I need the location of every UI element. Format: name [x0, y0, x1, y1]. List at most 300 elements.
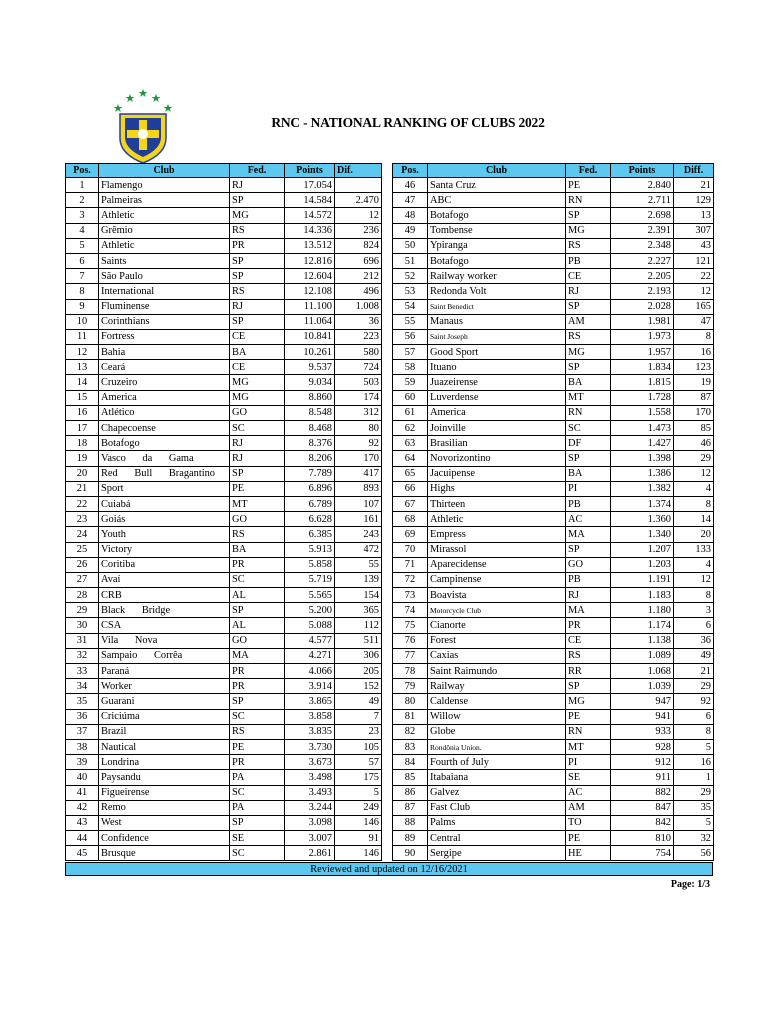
cell-fed: TO [566, 815, 611, 830]
table-row [66, 603, 382, 618]
cell-club: Atlético [99, 405, 230, 420]
table-row [66, 451, 382, 466]
cell-dif: 21 [674, 664, 714, 679]
cell-pos: 53 [393, 284, 428, 299]
cell-points: 1.427 [611, 436, 674, 451]
cell-dif: 696 [335, 253, 382, 268]
cell-pos: 87 [393, 800, 428, 815]
cell-pos: 66 [393, 481, 428, 496]
cell-points: 1.207 [611, 542, 674, 557]
cell-fed: SP [566, 679, 611, 694]
cell-fed: AL [230, 618, 285, 633]
cell-fed: SP [230, 253, 285, 268]
table-row [393, 193, 714, 208]
cell-dif: 49 [674, 648, 714, 663]
cell-points: 1.360 [611, 512, 674, 527]
col-header-pos: Pos. [66, 164, 99, 178]
cell-pos: 14 [66, 375, 99, 390]
cell-dif: 170 [674, 405, 714, 420]
cell-dif: 107 [335, 496, 382, 511]
cell-dif: 7 [335, 709, 382, 724]
cell-fed: PI [566, 481, 611, 496]
cell-points: 14.572 [285, 208, 335, 223]
cell-club: Athletic [99, 208, 230, 223]
cell-points: 3.835 [285, 724, 335, 739]
cell-fed: BA [230, 345, 285, 360]
cell-dif: 893 [335, 481, 382, 496]
cell-pos: 3 [66, 208, 99, 223]
cell-dif: 92 [335, 436, 382, 451]
star-icon [126, 94, 135, 102]
cell-dif: 80 [335, 421, 382, 436]
cell-dif: 417 [335, 466, 382, 481]
cell-club: CSA [99, 618, 230, 633]
table-row [66, 421, 382, 436]
cell-dif: 19 [674, 375, 714, 390]
cell-fed: PB [566, 253, 611, 268]
cell-dif: 307 [674, 223, 714, 238]
cell-fed: MG [230, 375, 285, 390]
cell-pos: 71 [393, 557, 428, 572]
cell-points: 12.604 [285, 269, 335, 284]
table-row [393, 633, 714, 648]
cell-pos: 69 [393, 527, 428, 542]
cell-club: Globe [428, 724, 566, 739]
cell-dif: 146 [335, 815, 382, 830]
cell-points: 1.180 [611, 603, 674, 618]
cell-pos: 77 [393, 648, 428, 663]
cell-points: 2.193 [611, 284, 674, 299]
cell-pos: 22 [66, 496, 99, 511]
cell-fed: RN [566, 193, 611, 208]
cell-club: Cruzeiro [99, 375, 230, 390]
cell-fed: RS [230, 527, 285, 542]
cell-fed: RS [566, 648, 611, 663]
cell-pos: 12 [66, 345, 99, 360]
cell-club: Paraná [99, 664, 230, 679]
cell-pos: 70 [393, 542, 428, 557]
cell-dif: 35 [674, 800, 714, 815]
cell-fed: BA [230, 542, 285, 557]
cell-pos: 56 [393, 329, 428, 344]
cell-fed: HE [566, 846, 611, 861]
cell-points: 5.719 [285, 572, 335, 587]
cell-pos: 36 [66, 709, 99, 724]
cell-fed: SP [230, 314, 285, 329]
table-row [66, 345, 382, 360]
cell-club: Caldense [428, 694, 566, 709]
cell-points: 1.386 [611, 466, 674, 481]
cell-points: 10.261 [285, 345, 335, 360]
cell-fed: SC [230, 572, 285, 587]
cell-dif: 57 [335, 755, 382, 770]
cell-dif: 87 [674, 390, 714, 405]
cell-club: Santa Cruz [428, 178, 566, 193]
cell-club: America [99, 390, 230, 405]
cell-fed: SC [230, 846, 285, 861]
table-row [393, 223, 714, 238]
table-row [66, 496, 382, 511]
table-row [393, 390, 714, 405]
cell-points: 1.558 [611, 405, 674, 420]
cell-points: 3.730 [285, 739, 335, 754]
cell-club: Cianorte [428, 618, 566, 633]
cell-pos: 88 [393, 815, 428, 830]
cell-dif: 2.470 [335, 193, 382, 208]
cell-dif: 20 [674, 527, 714, 542]
table-row [393, 785, 714, 800]
cell-fed: PR [230, 557, 285, 572]
cell-dif: 6 [674, 618, 714, 633]
cell-club: Goiás [99, 512, 230, 527]
cell-club: Fluminense [99, 299, 230, 314]
cell-club: Botafogo [99, 436, 230, 451]
cell-fed: SE [230, 831, 285, 846]
cell-dif: 152 [335, 679, 382, 694]
cell-fed: MT [230, 496, 285, 511]
table-row [393, 329, 714, 344]
cell-fed: MG [566, 345, 611, 360]
cell-dif: 22 [674, 269, 714, 284]
cell-fed: SP [566, 299, 611, 314]
cell-fed: MT [566, 390, 611, 405]
cell-pos: 62 [393, 421, 428, 436]
cell-points: 1.138 [611, 633, 674, 648]
cell-fed: PA [230, 770, 285, 785]
cell-fed: SP [230, 603, 285, 618]
cell-pos: 9 [66, 299, 99, 314]
cell-club: Itabaiana [428, 770, 566, 785]
table-row [393, 648, 714, 663]
cell-pos: 73 [393, 588, 428, 603]
cell-fed: PI [566, 755, 611, 770]
cell-pos: 16 [66, 405, 99, 420]
cell-club: Criciúma [99, 709, 230, 724]
col-header-points: Points [611, 164, 674, 178]
cell-pos: 65 [393, 466, 428, 481]
cell-pos: 51 [393, 253, 428, 268]
table-row [66, 405, 382, 420]
cell-fed: GO [230, 512, 285, 527]
cell-fed: BA [566, 466, 611, 481]
cell-points: 911 [611, 770, 674, 785]
cell-fed: SC [230, 785, 285, 800]
stars [114, 89, 173, 112]
cell-points: 6.789 [285, 496, 335, 511]
table-row [393, 269, 714, 284]
cell-dif: 365 [335, 603, 382, 618]
star-icon [139, 89, 148, 97]
cell-dif [335, 178, 382, 193]
cell-fed: SC [230, 709, 285, 724]
cell-points: 14.584 [285, 193, 335, 208]
cell-club: Botafogo [428, 208, 566, 223]
cell-dif: 824 [335, 238, 382, 253]
table-row [393, 679, 714, 694]
cell-pos: 83 [393, 739, 428, 754]
table-row [393, 815, 714, 830]
cell-fed: MG [230, 390, 285, 405]
cell-club: Thirteen [428, 496, 566, 511]
cell-pos: 5 [66, 238, 99, 253]
cell-dif: 3 [674, 603, 714, 618]
cell-club: Brazil [99, 724, 230, 739]
cell-dif: 170 [335, 451, 382, 466]
table-row [66, 724, 382, 739]
cell-points: 947 [611, 694, 674, 709]
cell-club: Sport [99, 481, 230, 496]
cell-fed: AC [566, 785, 611, 800]
cell-club: Brusque [99, 846, 230, 861]
col-header-club: Club [428, 164, 566, 178]
cell-club: CRB [99, 588, 230, 603]
cell-fed: SP [230, 815, 285, 830]
cell-points: 933 [611, 724, 674, 739]
cell-dif: 8 [674, 588, 714, 603]
table-row [66, 785, 382, 800]
cell-club: Rondônia Union. [428, 739, 566, 754]
cell-dif: 161 [335, 512, 382, 527]
table-row [66, 831, 382, 846]
table-row [393, 178, 714, 193]
cell-pos: 72 [393, 572, 428, 587]
cell-club: Redonda Volt [428, 284, 566, 299]
cell-club: Athletic [99, 238, 230, 253]
table-row [393, 436, 714, 451]
cell-pos: 63 [393, 436, 428, 451]
cell-pos: 18 [66, 436, 99, 451]
table-row [66, 557, 382, 572]
cell-pos: 8 [66, 284, 99, 299]
table-row [66, 755, 382, 770]
cell-fed: RJ [230, 436, 285, 451]
cell-points: 2.348 [611, 238, 674, 253]
cell-fed: PE [566, 709, 611, 724]
cell-dif: 43 [674, 238, 714, 253]
cell-points: 5.565 [285, 588, 335, 603]
cell-dif: 496 [335, 284, 382, 299]
cell-points: 3.914 [285, 679, 335, 694]
cell-points: 2.861 [285, 846, 335, 861]
cell-dif: 243 [335, 527, 382, 542]
cell-points: 754 [611, 846, 674, 861]
cell-points: 3.673 [285, 755, 335, 770]
cell-pos: 35 [66, 694, 99, 709]
cell-pos: 60 [393, 390, 428, 405]
cell-points: 2.840 [611, 178, 674, 193]
cell-dif: 36 [335, 314, 382, 329]
cell-points: 3.244 [285, 800, 335, 815]
cell-pos: 47 [393, 193, 428, 208]
cell-dif: 133 [674, 542, 714, 557]
cell-dif: 8 [674, 329, 714, 344]
cell-points: 2.227 [611, 253, 674, 268]
cell-points: 4.271 [285, 648, 335, 663]
table-row [393, 208, 714, 223]
cell-dif: 139 [335, 572, 382, 587]
cell-fed: MA [566, 603, 611, 618]
star-icon [164, 104, 173, 112]
cell-points: 8.548 [285, 405, 335, 420]
table-row [66, 269, 382, 284]
cell-club: Cuiabá [99, 496, 230, 511]
cell-points: 12.108 [285, 284, 335, 299]
cell-dif: 174 [335, 390, 382, 405]
cell-club: Vila Nova [99, 633, 230, 648]
table-row [393, 739, 714, 754]
cell-club: Coritiba [99, 557, 230, 572]
cell-dif: 8 [674, 496, 714, 511]
col-header-dif: Dif. [335, 164, 382, 178]
cell-fed: PR [230, 664, 285, 679]
cell-club: Saints [99, 253, 230, 268]
cell-club: Central [428, 831, 566, 846]
cell-pos: 86 [393, 785, 428, 800]
cell-club: Palms [428, 815, 566, 830]
cell-fed: SP [230, 193, 285, 208]
table-row [393, 314, 714, 329]
cell-club: Ituano [428, 360, 566, 375]
cell-fed: RJ [566, 284, 611, 299]
table-row [66, 481, 382, 496]
ranking-table-left [65, 163, 382, 861]
cell-pos: 55 [393, 314, 428, 329]
cell-points: 12.816 [285, 253, 335, 268]
cell-pos: 42 [66, 800, 99, 815]
cell-dif: 175 [335, 770, 382, 785]
cell-pos: 50 [393, 238, 428, 253]
cell-dif: 29 [674, 451, 714, 466]
cell-points: 5.858 [285, 557, 335, 572]
cell-pos: 40 [66, 770, 99, 785]
cell-dif: 223 [335, 329, 382, 344]
table-row [393, 527, 714, 542]
cell-club: Motorcycle Club [428, 603, 566, 618]
cell-club: Sampaio Corrêa [99, 648, 230, 663]
cell-pos: 25 [66, 542, 99, 557]
table-row [393, 603, 714, 618]
cell-points: 1.068 [611, 664, 674, 679]
cell-fed: AM [566, 314, 611, 329]
cell-dif: 14 [674, 512, 714, 527]
cell-pos: 20 [66, 466, 99, 481]
cell-club: Good Sport [428, 345, 566, 360]
cell-points: 13.512 [285, 238, 335, 253]
table-row [393, 800, 714, 815]
cell-dif: 92 [674, 694, 714, 709]
cell-pos: 24 [66, 527, 99, 542]
table-row [66, 284, 382, 299]
cell-club: Mirassol [428, 542, 566, 557]
cell-fed: RS [230, 724, 285, 739]
cell-pos: 11 [66, 329, 99, 344]
cell-dif: 12 [335, 208, 382, 223]
cell-pos: 10 [66, 314, 99, 329]
cell-points: 4.066 [285, 664, 335, 679]
cell-club: Galvez [428, 785, 566, 800]
cell-fed: CE [230, 329, 285, 344]
cell-points: 1.473 [611, 421, 674, 436]
cell-dif: 13 [674, 208, 714, 223]
cell-fed: RS [230, 223, 285, 238]
cell-dif: 5 [674, 815, 714, 830]
table-row [393, 755, 714, 770]
cell-dif: 46 [674, 436, 714, 451]
cell-points: 5.088 [285, 618, 335, 633]
cell-pos: 15 [66, 390, 99, 405]
cell-fed: RN [566, 405, 611, 420]
cell-pos: 48 [393, 208, 428, 223]
cell-fed: RJ [566, 588, 611, 603]
cell-pos: 2 [66, 193, 99, 208]
cell-fed: SP [566, 451, 611, 466]
cell-club: Novorizontino [428, 451, 566, 466]
cell-club: Caxias [428, 648, 566, 663]
cell-fed: MG [566, 694, 611, 709]
cell-fed: AL [230, 588, 285, 603]
cell-dif: 724 [335, 360, 382, 375]
cell-fed: MG [566, 223, 611, 238]
cell-points: 810 [611, 831, 674, 846]
cell-fed: RJ [230, 451, 285, 466]
table-row [393, 405, 714, 420]
cell-club: Joinville [428, 421, 566, 436]
table-row [66, 299, 382, 314]
table-row [393, 451, 714, 466]
cell-points: 1.174 [611, 618, 674, 633]
cell-club: Youth [99, 527, 230, 542]
col-header-club: Club [99, 164, 230, 178]
cell-fed: PA [230, 800, 285, 815]
cell-club: São Paulo [99, 269, 230, 284]
table-row [393, 846, 714, 861]
cell-dif: 36 [674, 633, 714, 648]
cell-dif: 47 [674, 314, 714, 329]
cell-dif: 16 [674, 345, 714, 360]
cell-points: 2.711 [611, 193, 674, 208]
cell-pos: 13 [66, 360, 99, 375]
cell-fed: MG [230, 208, 285, 223]
cell-club: Manaus [428, 314, 566, 329]
cell-points: 1.183 [611, 588, 674, 603]
cell-pos: 80 [393, 694, 428, 709]
star-icon [152, 94, 161, 102]
cell-dif: 146 [335, 846, 382, 861]
cell-club: Avaí [99, 572, 230, 587]
cell-club: Red Bull Bragantino [99, 466, 230, 481]
cell-pos: 74 [393, 603, 428, 618]
cell-points: 882 [611, 785, 674, 800]
cell-points: 1.203 [611, 557, 674, 572]
cell-points: 6.628 [285, 512, 335, 527]
cell-fed: CE [566, 269, 611, 284]
page-title: RNC - NATIONAL RANKING OF CLUBS 2022 [271, 115, 545, 130]
cell-pos: 58 [393, 360, 428, 375]
cell-club: Londrina [99, 755, 230, 770]
cell-points: 1.089 [611, 648, 674, 663]
cell-fed: PB [566, 572, 611, 587]
cell-pos: 44 [66, 831, 99, 846]
table-row [66, 329, 382, 344]
table-row [66, 739, 382, 754]
star-icon [114, 104, 123, 112]
cell-pos: 30 [66, 618, 99, 633]
cell-points: 941 [611, 709, 674, 724]
cell-pos: 7 [66, 269, 99, 284]
cell-dif: 1.008 [335, 299, 382, 314]
cell-dif: 4 [674, 481, 714, 496]
cell-pos: 84 [393, 755, 428, 770]
